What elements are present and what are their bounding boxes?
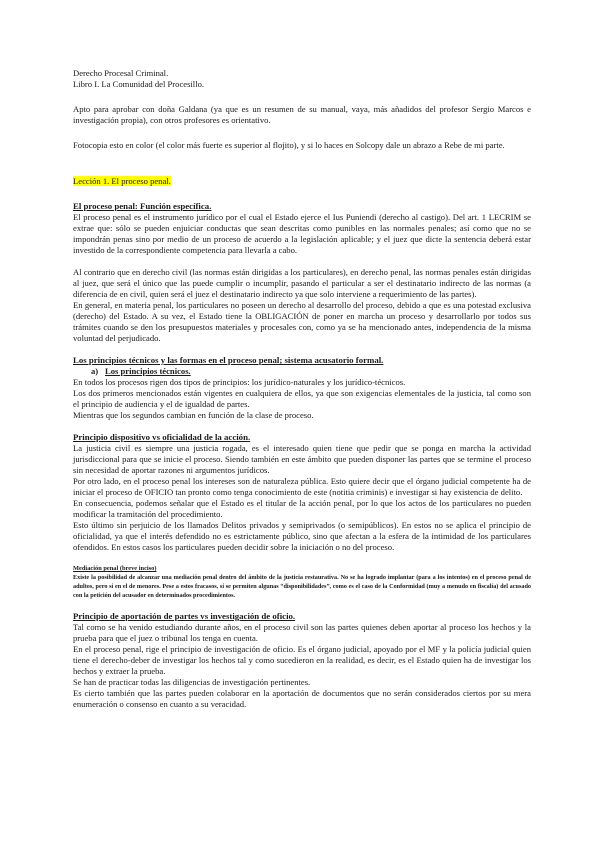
paragraph: Los dos primeros mencionados están vigentes en cualquiera de ellos, ya que son exigencias elementales de la justicia, tal como son el principio de audiencia y el de igualdad de partes. bbox=[73, 388, 531, 409]
header-line-2: Libro I. La Comunidad del Procesillo. bbox=[73, 79, 205, 89]
paragraph: Por otro lado, en el proceso penal los intereses son de naturaleza pública. Esto quiere decir que el órgano judicial competente ha de iniciar el proceso de OFICIO tan pronto como tenga conocimiento de este (notitia criminis) e investigar si hay existencia de delito. bbox=[73, 476, 531, 497]
lesson-heading bbox=[73, 176, 531, 187]
mediation-text: Existe la posibilidad de alcanzar una mediación penal dentro del ámbito de la justicia restaurativa. No se ha logrado implantar (para a los intentos) en el proceso penal de adultos, pero sí en el de menores. Pese a estos fracasos, sí se permiten algunas “disponibilidades”, como es el caso de la Conformidad (muy a menudo en fiscalía) del acusado con la petición del acusador en determinados procedimientos. bbox=[73, 574, 531, 599]
section-heading bbox=[73, 611, 531, 622]
paragraph: En general, en materia penal, los particulares no poseen un derecho al desarrollo del proceso, debido a que es una potestad exclusiva (derecho) del Estado. A su vez, el Estado tiene la OBLIGACIÓN de poner en marcha un proceso y desarrollarlo por todos sus trámites cuando se den los presupuestos materiales y procesales con, como ya se ha mencionado antes, independencia de la misma voluntad del perjudicado. bbox=[73, 300, 531, 343]
paragraph: En el proceso penal, rige el principio de investigación de oficio. Es el órgano judicial, apoyado por el MF y la policía judicial quien tiene el derecho-deber de investigar los hechos tal y como sucedieron en la realidad, es decir, es el Estado quien ha de investigar los hechos y extraer la prueba. bbox=[73, 644, 531, 676]
paragraph: Mientras que los segundos cambian en función de la clase de proceso. bbox=[73, 410, 314, 420]
section-heading bbox=[73, 355, 531, 366]
section-heading bbox=[73, 201, 531, 212]
paragraph: Tal como se ha venido estudiando durante años, en el proceso civil son las partes quienes deben aportar al proceso los hechos y la prueba para que el juez o tribunal los tenga en cuenta. bbox=[73, 622, 531, 643]
section-title: Los principios técnicos y las formas en el proceso penal; sistema acusatorio formal. bbox=[73, 355, 384, 365]
paragraph: Es cierto también que las partes pueden colaborar en la aportación de documentos que no serán considerados ciertos por su mera enumeración o consenso en cuanto a su veracidad. bbox=[73, 688, 531, 709]
paragraph: En todos los procesos rigen dos tipos de principios: los jurídico-naturales y los jurídico-técnicos. bbox=[73, 377, 406, 387]
subsection-number: a) bbox=[91, 366, 99, 376]
document-page bbox=[73, 68, 531, 710]
paragraph: El proceso penal es el instrumento jurídico por el cual el Estado ejerce el Ius Puniendi (derecho al castigo). Del art. 1 LECRIM se extrae que: sólo se pueden enjuiciar conductas que sean descritas como punibles en las normales penales; así como que no se impondrán penas sino por medio de un proceso de acuerdo a la legislación aplicable; y el juez que dicte la sentencia deberá estar investido de la correspondiente competencia para llevarla a cabo. bbox=[73, 212, 531, 255]
section-heading bbox=[73, 432, 531, 443]
paragraph: La justicia civil es siempre una justicia rogada, es el interesado quien tiene que pedir que se ponga en marcha la actividad jurisdiccional para que se inicie el proceso. Siendo también en este ámbito que pueden disponer las partes que se termine el proceso sin necesidad de aportar razones ni argumentos jurídicos. bbox=[73, 443, 531, 475]
subsection-heading bbox=[91, 366, 531, 377]
paragraph: Se han de practicar todas las diligencias de investigación pertinentes. bbox=[73, 677, 311, 687]
mediation-heading: Mediación penal (breve inciso) bbox=[73, 565, 157, 572]
header-line-1: Derecho Procesal Criminal. bbox=[73, 68, 169, 78]
paragraph: Esto último sin perjuicio de los llamados Delitos privados y semiprivados (o semipúblicos). En estos no se aplica el principio de oficialidad, ya que el interés defendido no es estrictamente público, sino que afectan a la esfera de la intimidad de los particulares ofendidos. En estos casos los particulares pueden decidir sobre la iniciación o no del proceso. bbox=[73, 520, 531, 552]
paragraph: En consecuencia, podemos señalar que el Estado es el titular de la acción penal, por lo que los actos de los particulares no pueden modificar la tramitación del procedimiento. bbox=[73, 498, 531, 519]
section-title: Principio dispositivo vs oficialidad de la acción. bbox=[73, 432, 251, 442]
section-title: Principio de aportación de partes vs investigación de oficio. bbox=[73, 611, 296, 621]
intro-paragraph: Apto para aprobar con doña Galdana (ya que es un resumen de su manual, vaya, más añadidos del profesor Sergio Marcos e investigación propia), con otros profesores es orientativo. bbox=[73, 104, 531, 125]
subsection-title: Los principios técnicos. bbox=[105, 366, 191, 376]
paragraph: Al contrario que en derecho civil (las normas están dirigidas a los particulares), en derecho penal, las normas penales están dirigidas al juez, que será el único que las puede cumplir o incumplir, pasando el particular a ser el destinatario indirecto de las normas (a diferencia de en civil, quien será el juez el destinatario indirecto ya que solo interviene a requerimiento de las partes). bbox=[73, 267, 531, 299]
lesson-title: Lección 1. El proceso penal. bbox=[73, 176, 171, 186]
section-title: El proceso penal: Función específica. bbox=[73, 201, 212, 211]
photocopy-note: Fotocopia esto en color (el color más fuerte es superior al flojito), y si lo haces en Solcopy dale un abrazo a Rebe de mi parte. bbox=[73, 140, 505, 150]
